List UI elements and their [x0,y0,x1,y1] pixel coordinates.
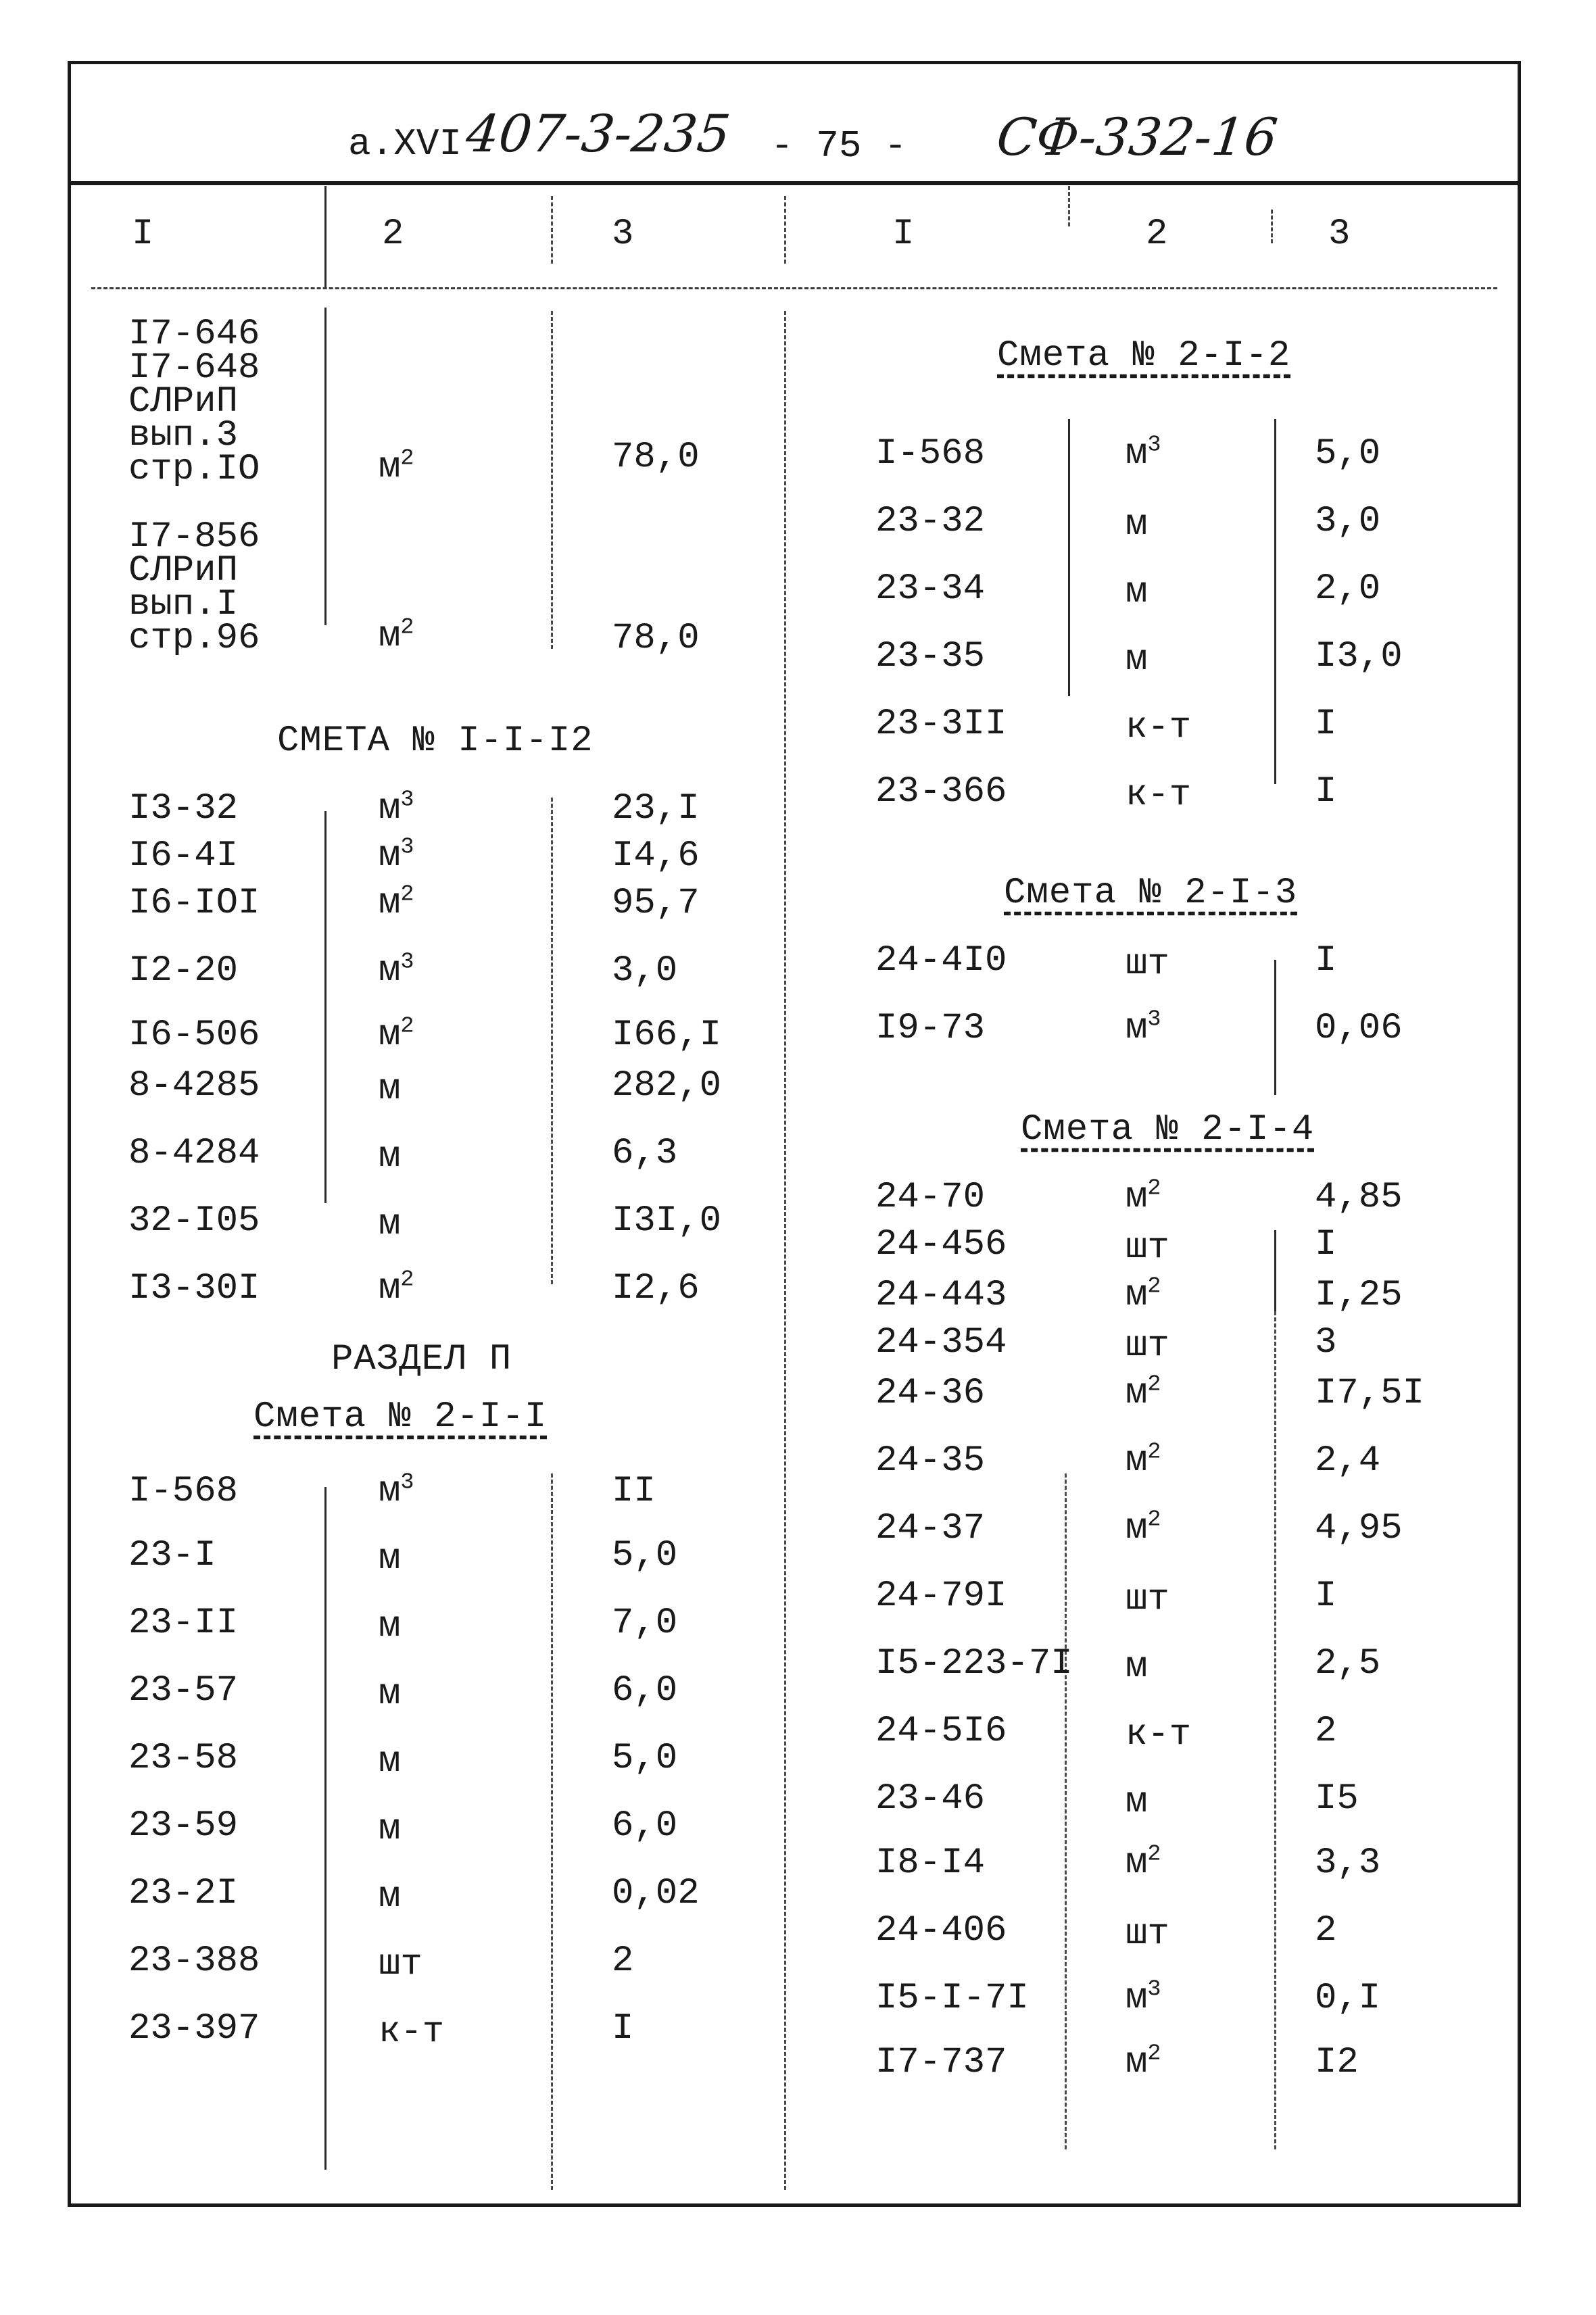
column-header-rule [91,287,1497,291]
quantity-cell: 5,0 [612,1738,678,1779]
quantity-cell: I5 [1315,1778,1359,1820]
unit-cell: шт [1126,1227,1169,1269]
code-cell: 23-I [128,1535,216,1576]
reference-block [128,314,260,490]
column-header-2: 2 [382,214,404,255]
quantity-cell: 2 [1315,1711,1337,1752]
unit-cell: шт [1126,1579,1169,1620]
quantity-cell: 78,0 [612,618,700,659]
unit-cell: м [379,1741,401,1782]
quantity-cell: 4,95 [1315,1508,1403,1549]
quantity-cell: 0,02 [612,1873,700,1914]
unit-cell: шт [1126,944,1169,985]
code-cell: 23-35 [875,636,986,677]
quantity-cell: 2 [612,1941,634,1982]
code-cell: I5-223-7I [875,1643,1073,1684]
ref-line: стр.96 [128,618,260,659]
unit-cell: $м^2$ [1126,1841,1161,1884]
column-header-3: 3 [612,214,634,255]
ref-line: СЛРиП [128,550,239,591]
column-divider [324,811,327,1203]
unit-cell: м [379,1069,401,1110]
code-cell: 23-57 [128,1670,239,1711]
section-title: Смета № 2-I-2 [997,335,1291,376]
unit-cell: $м^2$ [1126,1371,1161,1414]
quantity-cell: 95,7 [612,883,700,924]
ref-line: стр.IO [128,449,260,490]
unit-cell: $м^3$ [1126,432,1161,474]
quantity-cell: II [612,1471,656,1512]
quantity-cell: 3,3 [1315,1843,1381,1884]
column-divider [1274,1230,1276,1311]
unit-cell: $м^2$ [379,614,414,657]
unit-cell: шт [379,1944,422,1985]
quantity-cell: 3,0 [1315,501,1381,542]
code-cell: 24-79I [875,1576,1007,1617]
code-cell: 24-5I6 [875,1711,1007,1752]
section-title: Смета № 2-I-3 [1004,873,1298,914]
quantity-cell: 7,0 [612,1603,678,1644]
section-title: Смета № 2-I-4 [1021,1109,1315,1150]
code-cell: I6-506 [128,1015,260,1056]
code-cell: I3-30I [128,1268,260,1309]
ref-line: СЛРиП [128,381,239,422]
column-divider [1065,1473,1067,2149]
header-divider [784,196,786,264]
quantity-cell: 282,0 [612,1065,722,1106]
quantity-cell: 5,0 [1315,433,1381,474]
quantity-cell: 2,4 [1315,1440,1381,1482]
quantity-cell: I [1315,1576,1337,1617]
unit-cell: $м^3$ [379,949,414,992]
ref-line: I7-646 [128,314,260,355]
column-header-5: 2 [1146,214,1168,255]
ref-line: вып.I [128,584,239,625]
code-cell: I-568 [875,433,986,474]
code-cell: 23-II [128,1603,239,1644]
unit-cell: м [379,1136,401,1177]
quantity-cell: 6,0 [612,1805,678,1847]
unit-cell: м [379,1674,401,1715]
quantity-cell: 3,0 [612,950,678,992]
part-title: РАЗДЕЛ П [331,1339,512,1380]
code-cell: I6-IOI [128,883,260,924]
column-divider [1274,419,1276,784]
unit-cell: к-т [379,2012,445,2053]
column-divider [551,1473,553,2190]
quantity-cell: 3 [1315,1322,1337,1363]
sheet-number-handwritten: СФ-332-16 [994,107,1281,167]
unit-cell: $м^3$ [379,1469,414,1512]
unit-cell: м [1126,1647,1148,1688]
code-cell: 23-32 [875,501,986,542]
unit-cell: $м^2$ [379,1267,414,1309]
unit-cell: шт [1126,1325,1169,1367]
quantity-cell: I3,0 [1315,636,1403,677]
quantity-cell: I4,6 [612,835,700,877]
code-cell: I7-737 [875,2042,1007,2083]
quantity-cell: I,25 [1315,1275,1403,1316]
unit-cell: $м^3$ [1126,1976,1161,2019]
unit-cell: $м^3$ [379,787,414,829]
quantity-cell: I7,5I [1315,1373,1425,1414]
ref-line: вып.3 [128,415,239,456]
quantity-cell: 0,06 [1315,1008,1403,1049]
unit-cell: $м^2$ [1126,1175,1161,1218]
document-code-handwritten: 407-3-235 [463,103,733,164]
unit-cell: м [379,1606,401,1647]
quantity-cell: 5,0 [612,1535,678,1576]
code-cell: 23-58 [128,1738,239,1779]
code-cell: I-568 [128,1471,239,1512]
column-header-4: I [892,214,915,255]
header-divider [551,196,553,264]
column-divider [324,308,327,625]
code-cell: 23-397 [128,2008,260,2049]
header-rule [68,181,1521,185]
quantity-cell: 2,5 [1315,1643,1381,1684]
document-code-prefix: а.XVI [348,122,462,166]
unit-cell: м [379,1876,401,1918]
unit-cell: м [1126,639,1148,681]
code-cell: 24-37 [875,1508,986,1549]
quantity-cell: 78,0 [612,437,700,478]
quantity-cell: 4,85 [1315,1177,1403,1218]
code-cell: 23-3II [875,704,1007,745]
unit-cell: $м^2$ [1126,1273,1161,1316]
code-cell: I2-20 [128,950,239,992]
code-cell: 8-4285 [128,1065,260,1106]
quantity-cell: 6,0 [612,1670,678,1711]
unit-cell: к-т [1126,775,1192,816]
code-cell: 23-46 [875,1778,986,1820]
section-title: Смета № 2-I-I [253,1396,548,1438]
code-cell: 23-59 [128,1805,239,1847]
quantity-cell: 2 [1315,1910,1337,1951]
code-cell: I6-4I [128,835,239,877]
column-divider [324,1487,327,2170]
code-cell: I5-I-7I [875,1978,1029,2019]
column-divider [784,311,786,2190]
unit-cell: м [379,1809,401,1850]
quantity-cell: I [1315,940,1337,981]
code-cell: 24-443 [875,1275,1007,1316]
unit-cell: $м^3$ [379,834,414,877]
ref-line: I7-856 [128,516,260,558]
code-cell: 24-36 [875,1373,986,1414]
code-cell: 32-I05 [128,1200,260,1242]
code-cell: 23-2I [128,1873,239,1914]
quantity-cell: I [1315,1224,1337,1265]
column-divider [1274,960,1276,1095]
column-divider [551,798,553,1284]
column-header-1: I [132,214,154,255]
code-cell: 23-366 [875,771,1007,812]
quantity-cell: I66,I [612,1015,722,1056]
code-cell: 8-4284 [128,1133,260,1174]
unit-cell: м [1126,504,1148,545]
reference-block [128,516,260,659]
unit-cell: $м^2$ [379,445,414,488]
unit-cell: м [1126,1782,1148,1823]
code-cell: 24-4I0 [875,940,1007,981]
header-divider [1271,210,1273,243]
code-cell: 23-388 [128,1941,260,1982]
ref-line: I7-648 [128,347,260,389]
unit-cell: м [379,1538,401,1580]
section-title: СМЕТА № I-I-I2 [277,721,594,762]
code-cell: 24-456 [875,1224,1007,1265]
column-header-6: 3 [1328,214,1351,255]
unit-cell: шт [1126,1914,1169,1955]
code-cell: 23-34 [875,568,986,610]
code-cell: I8-I4 [875,1843,986,1884]
quantity-cell: 2,0 [1315,568,1381,610]
code-cell: I9-73 [875,1008,986,1049]
quantity-cell: I2 [1315,2042,1359,2083]
quantity-cell: I2,6 [612,1268,700,1309]
unit-cell: $м^2$ [379,881,414,924]
code-cell: 24-406 [875,1910,1007,1951]
code-cell: 24-35 [875,1440,986,1482]
unit-cell: м [379,1204,401,1245]
quantity-cell: I [1315,704,1337,745]
unit-cell: к-т [1126,1714,1192,1755]
column-divider [1274,1311,1276,2149]
quantity-cell: I [1315,771,1337,812]
column-divider [1068,419,1070,696]
unit-cell: $м^2$ [1126,2041,1161,2083]
quantity-cell: I3I,0 [612,1200,722,1242]
unit-cell: к-т [1126,707,1192,748]
quantity-cell: 0,I [1315,1978,1381,2019]
unit-cell: $м^2$ [1126,1507,1161,1549]
code-cell: I3-32 [128,788,239,829]
quantity-cell: I [612,2008,634,2049]
header-divider [324,186,327,287]
code-cell: 24-354 [875,1322,1007,1363]
unit-cell: $м^3$ [1126,1006,1161,1049]
header-divider [1068,186,1070,226]
page-number: - 75 - [771,124,907,168]
quantity-cell: 23,I [612,788,700,829]
column-divider [551,311,553,649]
unit-cell: $м^2$ [1126,1439,1161,1482]
unit-cell: м [1126,572,1148,613]
quantity-cell: 6,3 [612,1133,678,1174]
code-cell: 24-70 [875,1177,986,1218]
unit-cell: $м^2$ [379,1013,414,1056]
